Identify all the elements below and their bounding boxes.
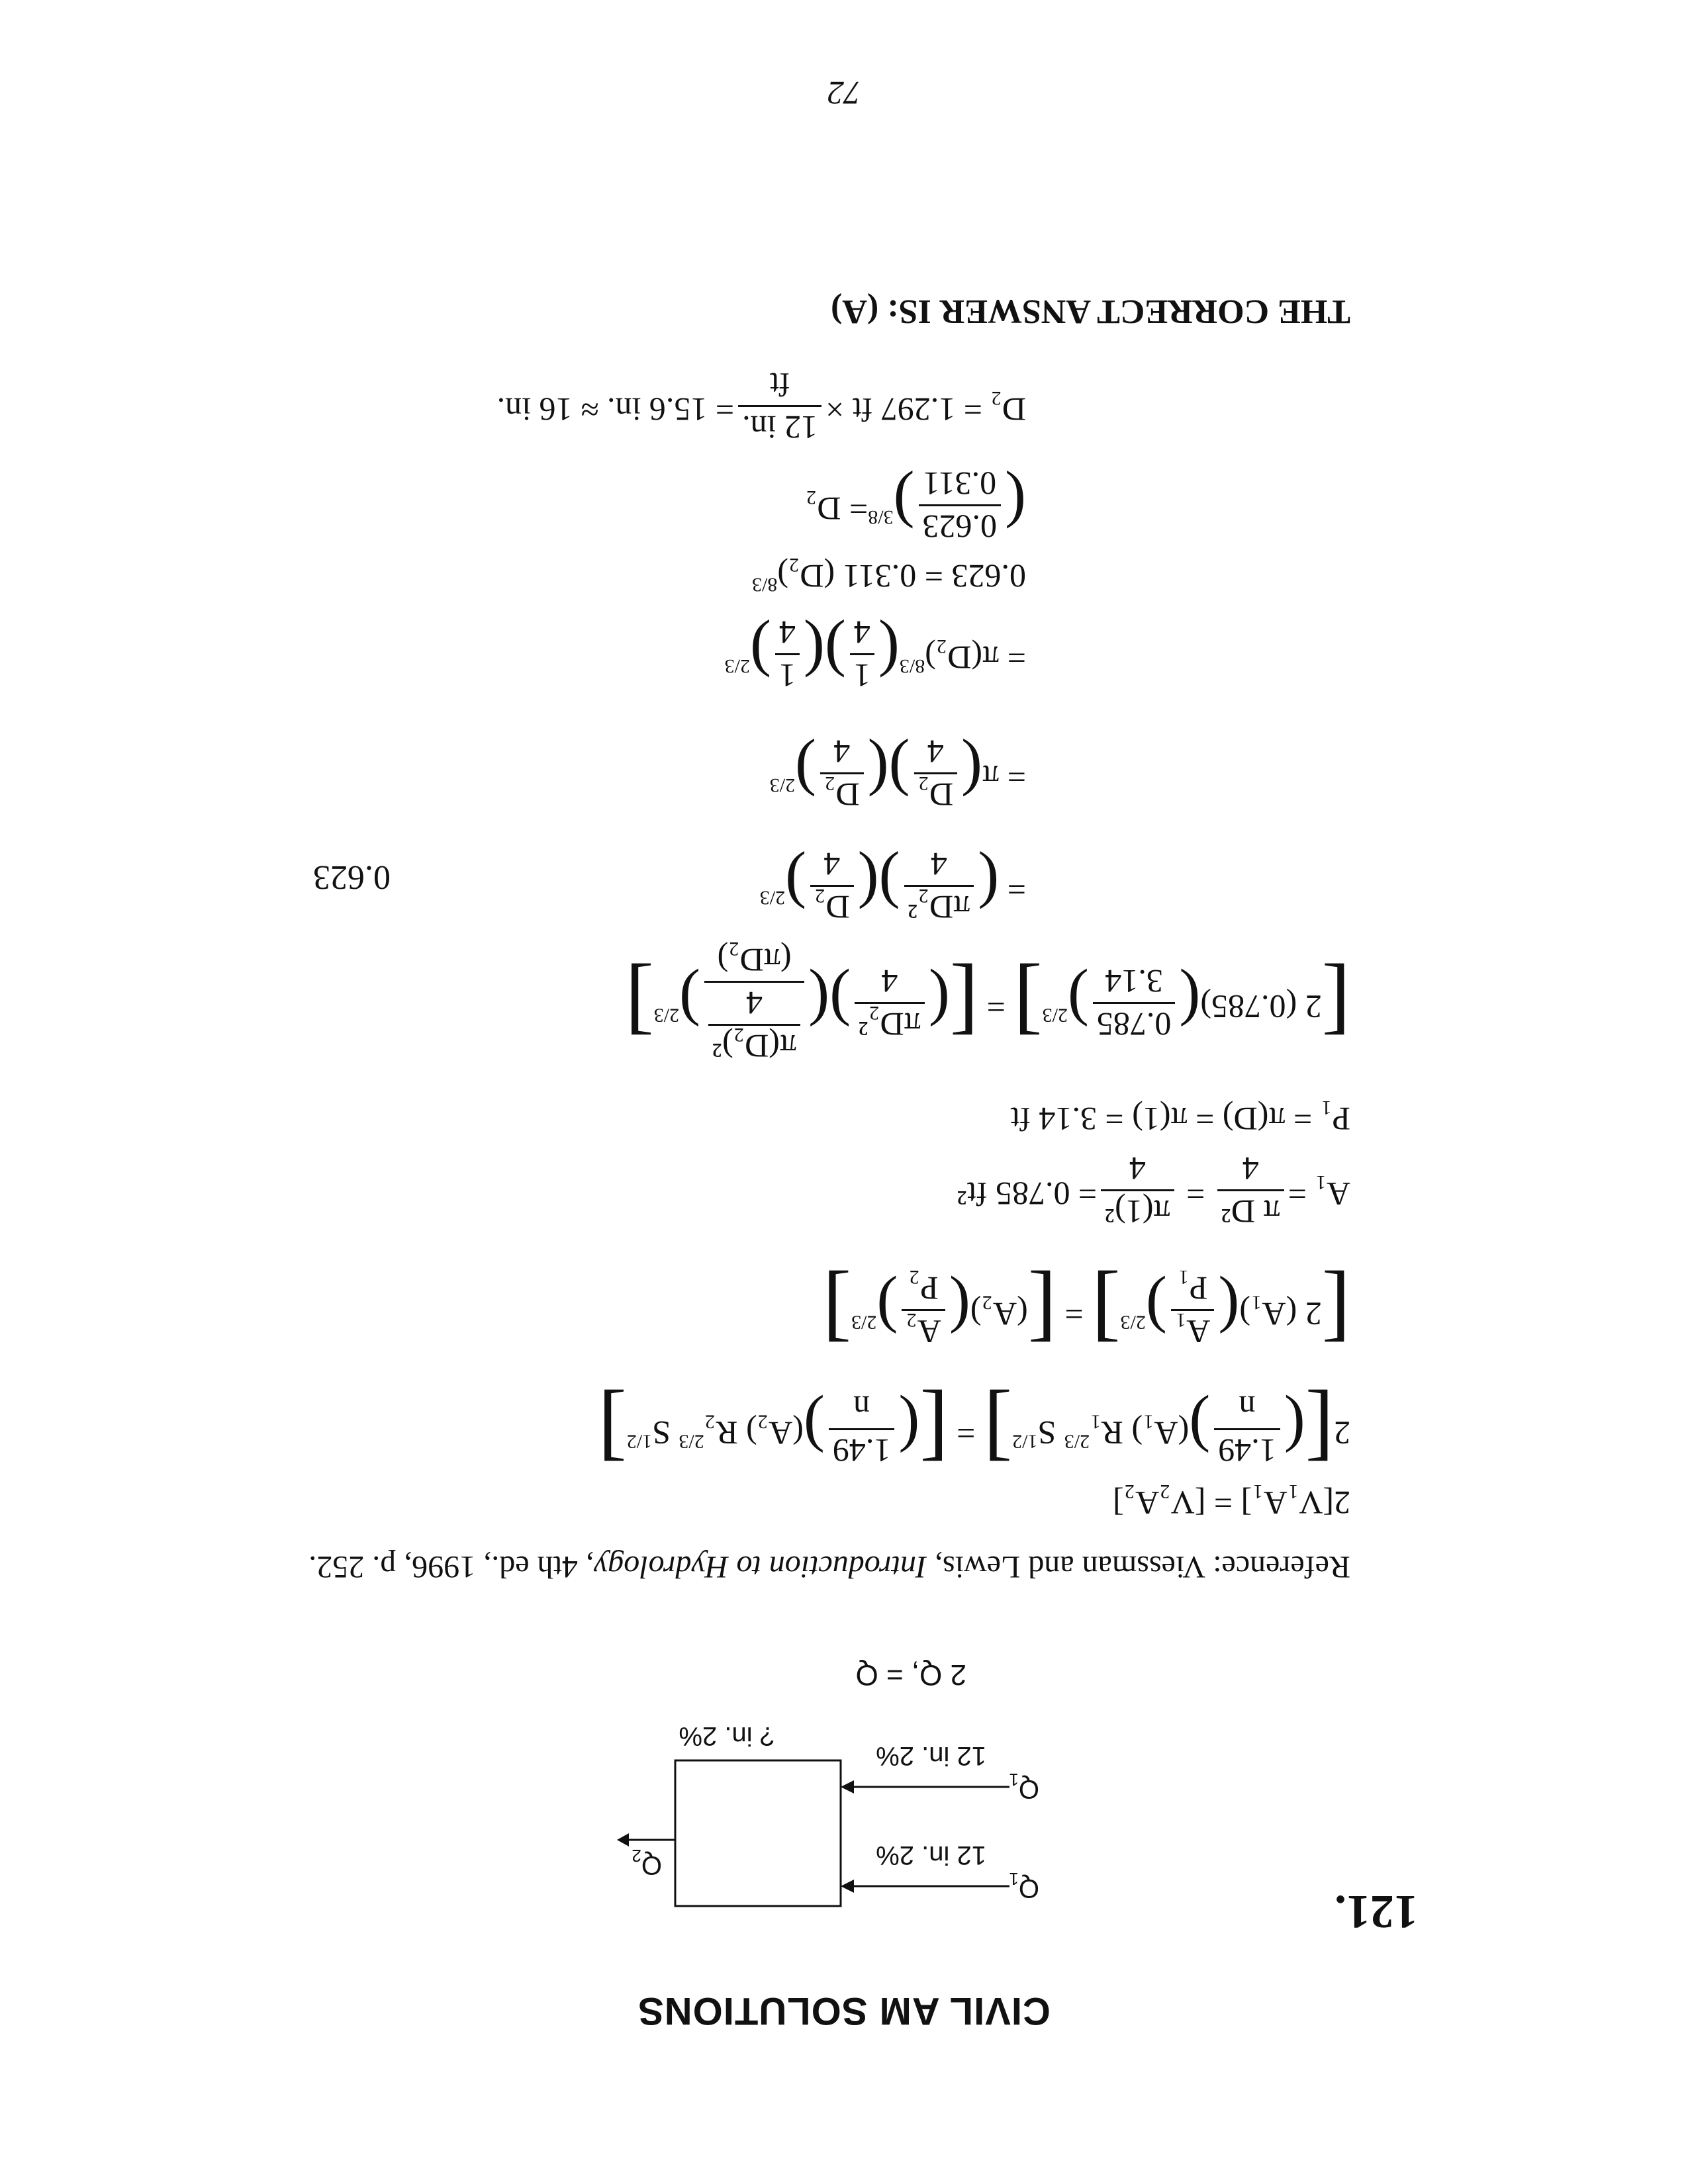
pipe2-size-label: 12 in. 2%	[876, 1741, 986, 1770]
problem-number: 121.	[1335, 1886, 1418, 1938]
equation-substitution: [2 (0.785)( 0.785 3.14 )$^{2/3}$] = [( πD₂² 4 )( π(D₂)² 4 (πD₂) )$^{2/3}$]	[625, 942, 1350, 1065]
outlet-flow-label: $Q_2$	[632, 1846, 662, 1880]
pipe1-size-label: 12 in. 2%	[876, 1841, 986, 1870]
equation-area: A₁ = π D² 4 = π(1)² 4 = 0.785 ft²	[957, 1150, 1350, 1230]
correct-answer: THE CORRECT ANSWER IS: (A)	[831, 293, 1350, 330]
equation-step-5: ( 0.623 0.311 )$^{3/8}$= D₂	[805, 465, 1026, 545]
page-number: 72	[827, 75, 861, 112]
page-header-title: CIVIL AM SOLUTIONS	[637, 1989, 1051, 2032]
pipe1-flow-label: $Q_1$	[1009, 1869, 1039, 1903]
equation-step-1: = ( πD₂² 4 )( D₂ 4 )$^{2/3}$	[759, 846, 1026, 926]
pipe2-arrow	[841, 1780, 854, 1794]
pipe2-flow-label: $Q_1$	[1009, 1770, 1039, 1803]
equation-perimeter: P₁ = π(D) = π(1) = 3.14 ft	[1010, 1101, 1350, 1138]
pipe1-arrow	[841, 1880, 854, 1893]
outlet-arrow	[617, 1833, 629, 1846]
equation-result: D₂ = 1.297 ft × 12 in. ft = 15.6 in. ≈ 16 in.	[496, 366, 1026, 446]
junction-diagram	[616, 1701, 1344, 1919]
value-0623: 0.623	[313, 858, 391, 896]
junction-diagram-svg	[616, 1701, 1344, 1919]
outlet-size-label: ? in. 2%	[679, 1721, 774, 1751]
equation-continuity: 2[V₁A₁] = [V₂A₂]	[1113, 1484, 1350, 1522]
reference-book-title: Introduction to Hydrology	[593, 1549, 927, 1584]
reference-suffix: , 4th ed., 1996, p. 252.	[308, 1549, 594, 1584]
reference-prefix: Reference: Viessman and Lewis,	[926, 1549, 1350, 1584]
flow-relation: 2 Q, = Q	[855, 1659, 966, 1691]
equation-hydraulic-radius: [2 (A₁)( A₁ P₁ )$^{2/3}$] = [(A₂)( A₂ P₂ )$^{2/3}$]	[822, 1263, 1350, 1358]
equation-manning: 2[( 1.49 n )(A₁) R₁$^{2/3}$ $S^{1/2}$] = [( 1.49 n )(A₂) R₂$^{2/3}$ $S^{1/2}$]	[598, 1382, 1350, 1477]
equation-step-2: = π( D₂ 4 )( D₂ 4 )$^{2/3}$	[769, 733, 1026, 813]
junction-box	[675, 1760, 841, 1906]
equation-step-3: = $\pi(D_2)^{8/3}$( 1 4 )( 1 4 )$^{2/3}$	[724, 614, 1026, 694]
reference-citation	[308, 1549, 1350, 1585]
equation-step-4: 0.623 = 0.311 $(D_2)^{8/3}$	[751, 558, 1026, 596]
